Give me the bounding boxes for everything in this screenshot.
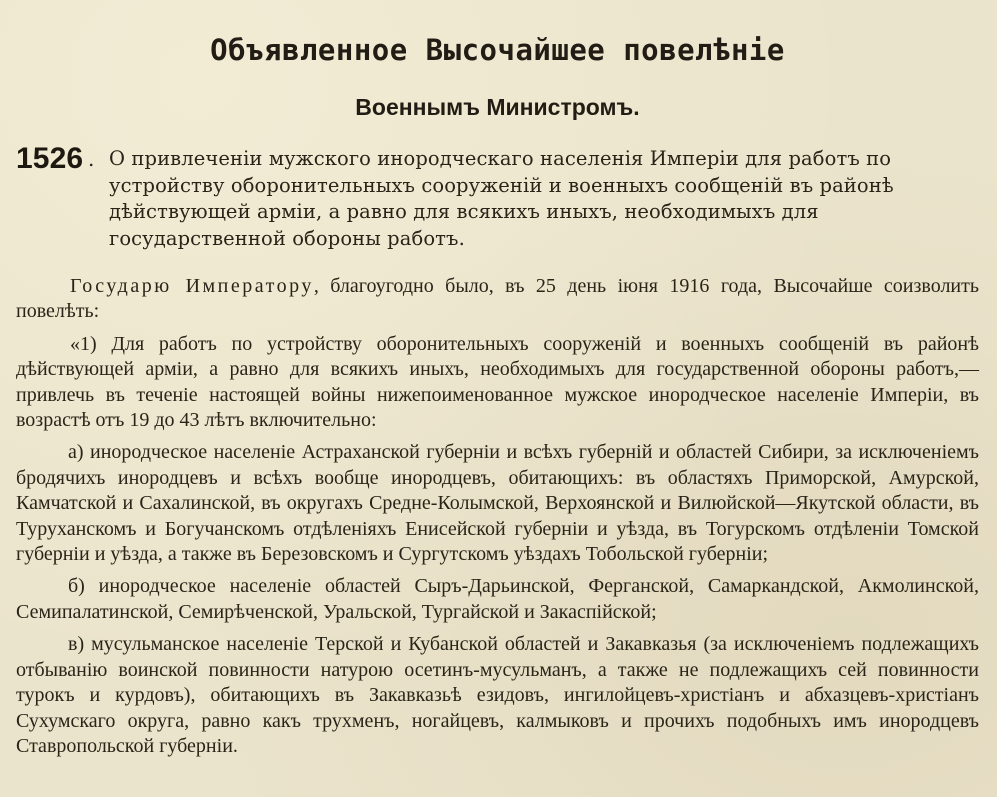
intro-emphasis: Государю Императору [70, 275, 314, 297]
decree-heading: О привлеченіи мужского инородческаго населенія Имперіи для работъ по устройству оборонительныхъ сооруженій и военныхъ сообщеній въ районѣ дѣйствующей арміи, а равно для всякихъ иныхъ, необходимыхъ для государственной обороны работъ. [109, 147, 894, 250]
paragraph-1: «1) Для работъ по устройству оборонительныхъ сооруженій и военныхъ сообщеній въ районѣ дѣйствующей арміи, а равно для всякихъ иныхъ, необходимыхъ для государственной обороны работъ,—привлечь въ теченіе настоящей войны нижепоименованное мужское инородческое населеніе Имперіи, въ возрастѣ отъ 19 до 43 лѣтъ включительно: [16, 332, 979, 432]
decree-number-dot: . [88, 147, 95, 171]
paragraph-a: а) инородческое населеніе Астраханской губерніи и всѣхъ губерній и областей Сибири, за исключеніемъ бродячихъ инородцевъ и всѣхъ вообще инородцевъ, обитающихъ: въ областяхъ Приморской, Амурской, Камчатской и Сахалинской, въ округахъ Средне-Колымской, Верхоянской и Вилюйской—Якутской области, въ Туруханскомъ и Богучанскомъ отдѣленіяхъ Енисейской губерніи и уѣзда, въ Тогурскомъ отдѣленіи Томской губерніи и уѣзда, а также въ Березовскомъ и Сургутскомъ уѣздахъ Тобольской губерніи; [16, 441, 979, 566]
intro-paragraph [16, 274, 979, 325]
intro-rest: , благоугодно было, въ 25 день іюня 1916 года, Высочайше соизволить повелѣть: [16, 275, 979, 323]
decree-body [16, 274, 979, 759]
decree-number: 1526 [16, 142, 84, 175]
decree-heading-block [16, 142, 979, 252]
paragraph-v: в) мусульманское населеніе Терской и Кубанской областей и Закавказья (за исключеніемъ подлежащихъ отбыванію воинской повинности натурою осетинъ-мусульманъ, а также не подлежащихъ сей повинности турокъ и курдовъ), обитающихъ въ Закавказьѣ езидовъ, ингилойцевъ-христіанъ и абхазцевъ-христіанъ Сухумскаго округа, равно какъ трухменъ, ногайцевъ, калмыковъ и прочихъ подобныхъ имъ инородцевъ Ставропольской губерніи. [16, 633, 979, 757]
document-subtitle: Военнымъ Министромъ. [355, 94, 640, 120]
paragraph-b: б) инородческое населеніе областей Сыръ-Дарьинской, Ферганской, Самаркандской, Акмолинской, Семипалатинской, Семирѣченской, Уральской, Тургайской и Закаспійской; [16, 575, 979, 623]
document-title: Объявленное Высочайшее повелѣніе [210, 33, 785, 67]
